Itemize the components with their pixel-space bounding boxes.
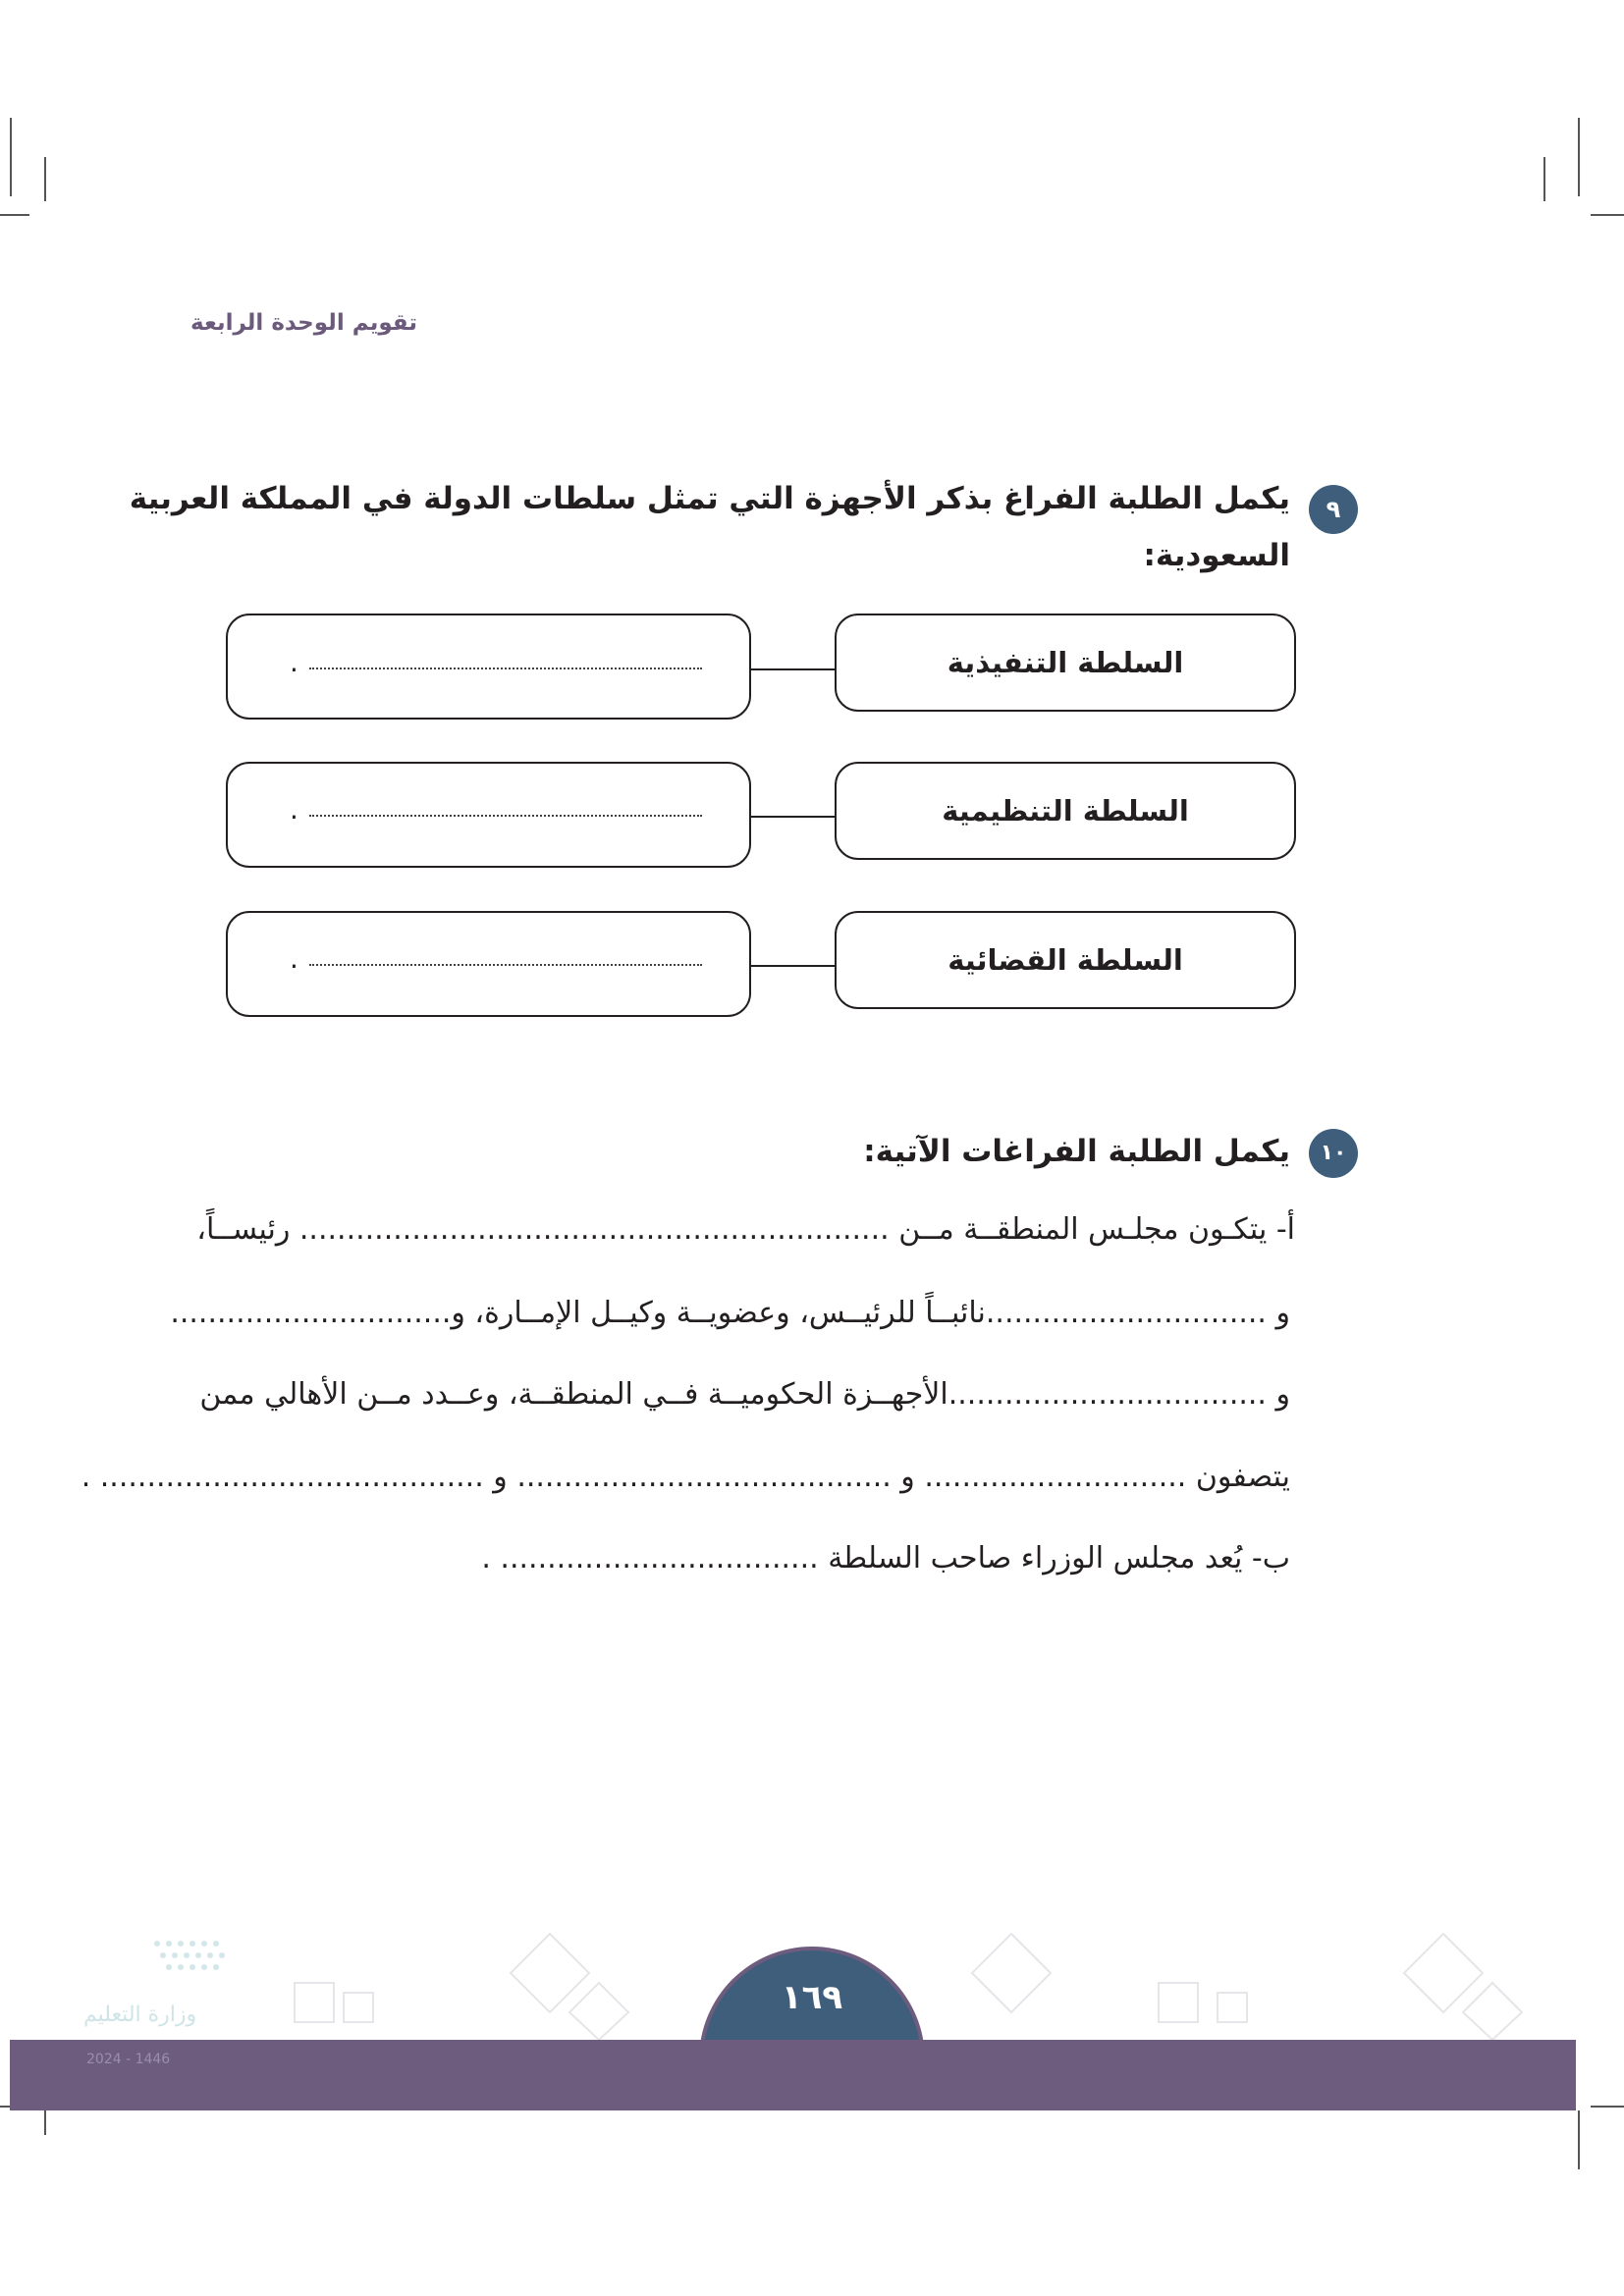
answer-end-dot: .: [290, 793, 298, 826]
crop-mark: [0, 214, 29, 216]
authority-label: السلطة التنظيمية: [942, 794, 1189, 828]
crop-mark: [1578, 118, 1580, 196]
answer-box-executive[interactable]: [226, 614, 751, 720]
question-9-text-line1: يكمل الطلبة الفراغ بذكر الأجهزة التي تمثل سلطات الدولة في المملكة العربية: [129, 481, 1290, 516]
fill-line-2: و ..............................نائبــاً للرئيــس، وعضويــة وكيــل الإمــارة، و..............................: [170, 1296, 1290, 1330]
authority-box-judicial: [835, 911, 1296, 1009]
footer-band: [10, 2040, 1576, 2110]
crop-mark: [10, 118, 12, 196]
answer-end-dot: .: [290, 942, 298, 975]
question-9-badge: ٩: [1309, 485, 1358, 534]
answer-dotted-line: [309, 667, 702, 669]
crop-mark: [44, 157, 46, 201]
ministry-logo-year: 2024 - 1446: [86, 2052, 171, 2067]
crop-mark: [1543, 157, 1545, 201]
answer-dotted-line: [309, 815, 702, 817]
crop-mark: [1591, 2106, 1624, 2108]
authority-label: السلطة القضائية: [947, 943, 1183, 977]
connector-line: [751, 668, 836, 670]
question-10-text: يكمل الطلبة الفراغات الآتية:: [863, 1134, 1290, 1169]
fill-line-b: ب- يُعد مجلس الوزراء صاحب السلطة .................................. .: [481, 1541, 1290, 1575]
authority-box-regulatory: [835, 762, 1296, 860]
page-number: ١٦٩: [781, 1978, 843, 2017]
fill-line-a: أ- يتكـون مجلـس المنطقــة مــن ............................................................... رئيســاً،: [196, 1212, 1295, 1247]
question-10-badge: ١٠: [1309, 1129, 1358, 1178]
fill-line-3: و ..................................الأجهــزة الحكوميــة فــي المنطقــة، وعــدد مــن الأهالي ممن: [199, 1377, 1290, 1412]
connector-line: [751, 965, 836, 967]
crop-mark: [1578, 2110, 1580, 2169]
question-9-text-line2: السعودية:: [1143, 538, 1290, 573]
ministry-logo-text: وزارة التعليم: [83, 2002, 197, 2027]
unit-title: تقويم الوحدة الرابعة: [190, 310, 417, 336]
answer-end-dot: .: [290, 646, 298, 678]
crop-mark: [1591, 214, 1624, 216]
authority-box-executive: [835, 614, 1296, 712]
answer-dotted-line: [309, 964, 702, 966]
fill-line-4: يتصفون ............................ و ........................................ و ......................................... .: [81, 1460, 1290, 1494]
connector-line: [751, 816, 836, 818]
authority-label: السلطة التنفيذية: [947, 646, 1184, 679]
